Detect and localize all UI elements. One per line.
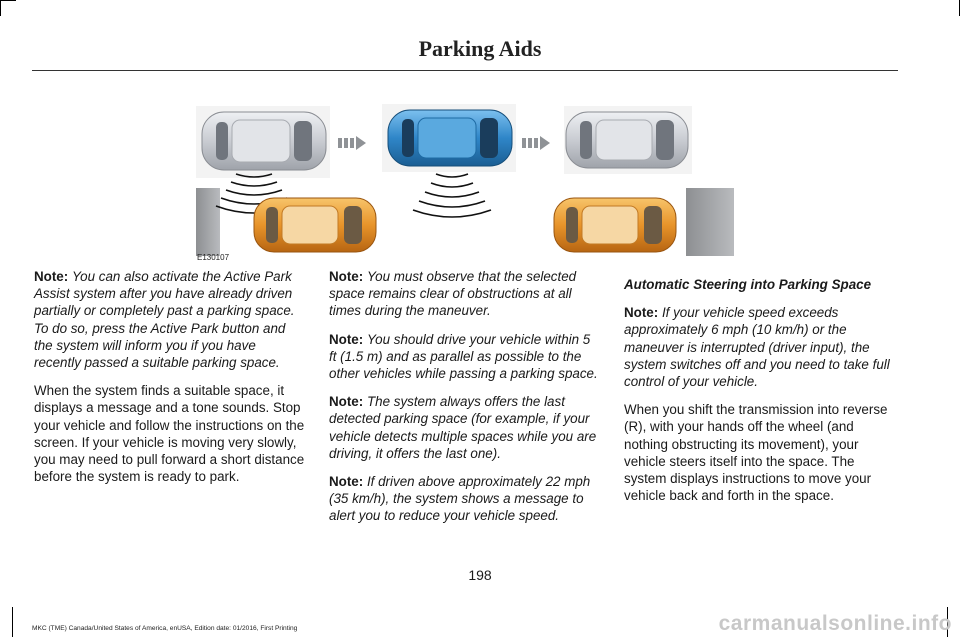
note-text: The system always offers the last detected parking space (for example, if your vehicle detects multiple spaces while you are driving, it offers the last one). [329,394,597,461]
arrow-right-icon [522,136,550,150]
note [34,268,306,371]
section-heading: Automatic Steering into Parking Space [624,277,872,292]
sensor-wave-icon [413,174,491,217]
column-middle [329,268,601,536]
page-number: 198 [468,567,492,583]
searching-car-blue [388,110,512,166]
crop-mark [0,0,16,1]
note-label: Note: [329,394,364,410]
figure-id: E130107 [197,253,230,262]
crop-mark [12,607,13,637]
crop-mark [0,0,1,16]
note-label: Note: [329,331,364,347]
note-label: Note: [329,269,364,284]
paragraph: When the system finds a suitable space, it displays a message and a tone sounds. Stop your vehicle and follow the instructions on the screen. If your vehicle is moving very slowly, you may need to pull forward a short distance before the system is ready to park. [34,383,305,485]
note-text: If your vehicle speed exceeds approximately 6 mph (10 km/h) or the maneuver is interrupted (driver input), the system switches off and you need to take full control of your vehicle. [624,305,890,390]
curb-block [196,188,220,256]
column-right [624,268,896,515]
note-text: You must observe that the selected space remains clear of obstructions at all times during the maneuver. [329,269,577,319]
note [329,268,601,320]
column-left [34,268,306,496]
note [329,473,601,525]
page-title: Parking Aids [418,36,542,61]
note [329,331,601,383]
watermark: carmanualsonline.info [718,612,952,635]
panel-3 [554,106,734,256]
note [624,304,896,390]
parked-car-silver [202,112,326,170]
moving-car-orange [254,198,376,252]
panel-1 [196,106,376,256]
moving-car-orange [554,198,676,252]
parking-assist-illustration [196,100,736,262]
note [329,393,601,462]
paragraph: When you shift the transmission into reverse (R), with your hands off the wheel (and nothing obstructing its movement), your vehicle steers itself into the space. The system displays instructions to move your vehicle back and forth in the space. [624,402,888,504]
parked-car-silver [566,112,688,168]
edition-footer: MKC (TME) Canada/United States of America, enUSA, Edition date: 01/2016, First Printing [32,625,298,632]
panel-2 [382,104,516,217]
header-divider [32,70,898,71]
note-text: You should drive your vehicle within 5 ft (1.5 m) and as parallel as possible to the other vehicles while passing a parking space. [329,331,598,382]
note-label: Note: [329,474,364,490]
note-label: Note: [624,305,659,321]
arrow-right-icon [338,136,366,150]
curb-block [686,188,734,256]
note-text: If driven above approximately 22 mph (35 km/h), the system shows a message to alert you to reduce your vehicle speed. [329,474,591,524]
note-text: You can also activate the Active Park Assist system after you have already driven partially or completely past a parking space. To do so, press the Active Park button and the system will inform you if you have recently passed a suitable parking space. [34,269,295,371]
note-label: Note: [34,269,69,284]
